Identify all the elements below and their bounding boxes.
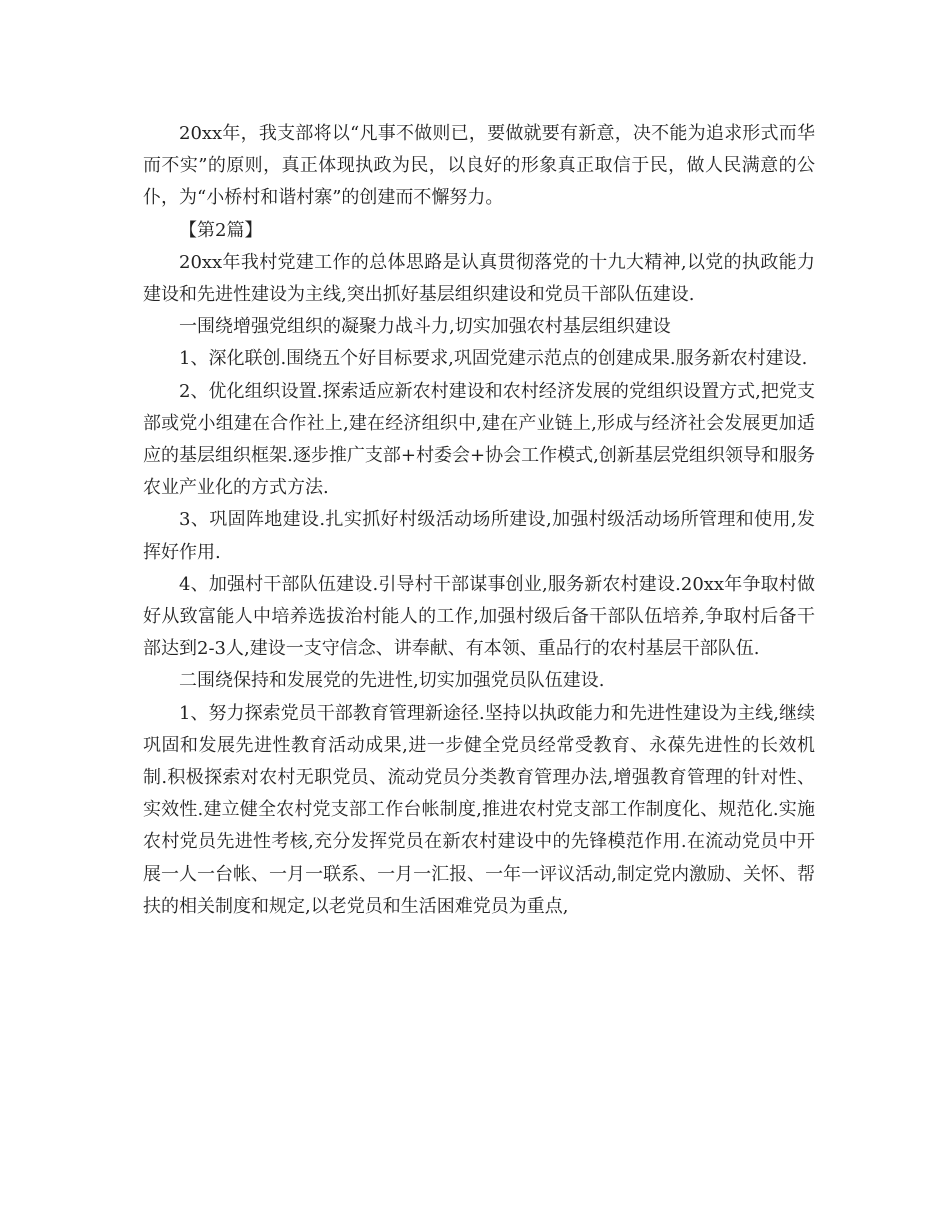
paragraph-item-2: 2、优化组织设置.探索适应新农村建设和农村经济发展的党组织设置方式,把党支部或党小组建在合作社上,建在经济组织中,建在产业链上,形成与经济社会发展更加适应的基层组织框架.逐步推广支部+村委会+协会工作模式,创新基层党组织领导和服务农业产业化的方式方法. xyxy=(143,380,815,499)
paragraph-overview: 20xx年我村党建工作的总体思路是认真贯彻落党的十九大精神,以党的执政能力建设和先进性建设为主线,突出抓好基层组织建设和党员干部队伍建设. xyxy=(143,251,815,306)
paragraph-item-3: 3、巩固阵地建设.扎实抓好村级活动场所建设,加强村级活动场所管理和使用,发挥好作用. xyxy=(143,509,815,563)
document-body xyxy=(143,118,815,923)
paragraph-members-item-1: 1、努力探索党员干部教育管理新途径.坚持以执政能力和先进性建设为主线,继续巩固和发展先进性教育活动成果,进一步健全党员经常受教育、永葆先进性的长效机制.积极探索对农村无职党员、流动党员分类教育管理办法,增强教育管理的针对性、实效性.建立健全农村党支部工作台帐制度,推进农村党支部工作制度化、规范化.实施农村党员先进性考核,充分发挥党员在新农村建设中的先锋模范作用.在流动党员中开展一人一台帐、一月一联系、一月一汇报、一年一评议活动,制定党内激励、关怀、帮扶的相关制度和规定,以老党员和生活困难党员为重点, xyxy=(143,702,815,917)
section-heading-part-2: 【第2篇】 xyxy=(179,219,263,241)
section-heading-members: 二围绕保持和发展党的先进性,切实加强党员队伍建设. xyxy=(179,670,605,692)
paragraph-intro: 20xx年，我支部将以“凡事不做则已，要做就要有新意，决不能为追求形式而华而不实”的原则，真正体现执政为民，以良好的形象真正取信于民，做人民满意的公仆，为“小桥村和谐村寨”的创建而不懈努力。 xyxy=(143,123,815,209)
paragraph-item-1: 1、深化联创.围绕五个好目标要求,巩固党建示范点的创建成果.服务新农村建设. xyxy=(179,348,808,370)
section-heading-organization: 一围绕增强党组织的凝聚力战斗力,切实加强农村基层组织建设 xyxy=(179,316,671,338)
paragraph-item-4: 4、加强村干部队伍建设.引导村干部谋事创业,服务新农村建设.20xx年争取村做好从致富能人中培养选拔治村能人的工作,加强村级后备干部队伍培养,争取村后备干部达到2-3人,建设一支守信念、讲奉献、有本领、重品行的农村基层干部队伍. xyxy=(143,573,815,660)
